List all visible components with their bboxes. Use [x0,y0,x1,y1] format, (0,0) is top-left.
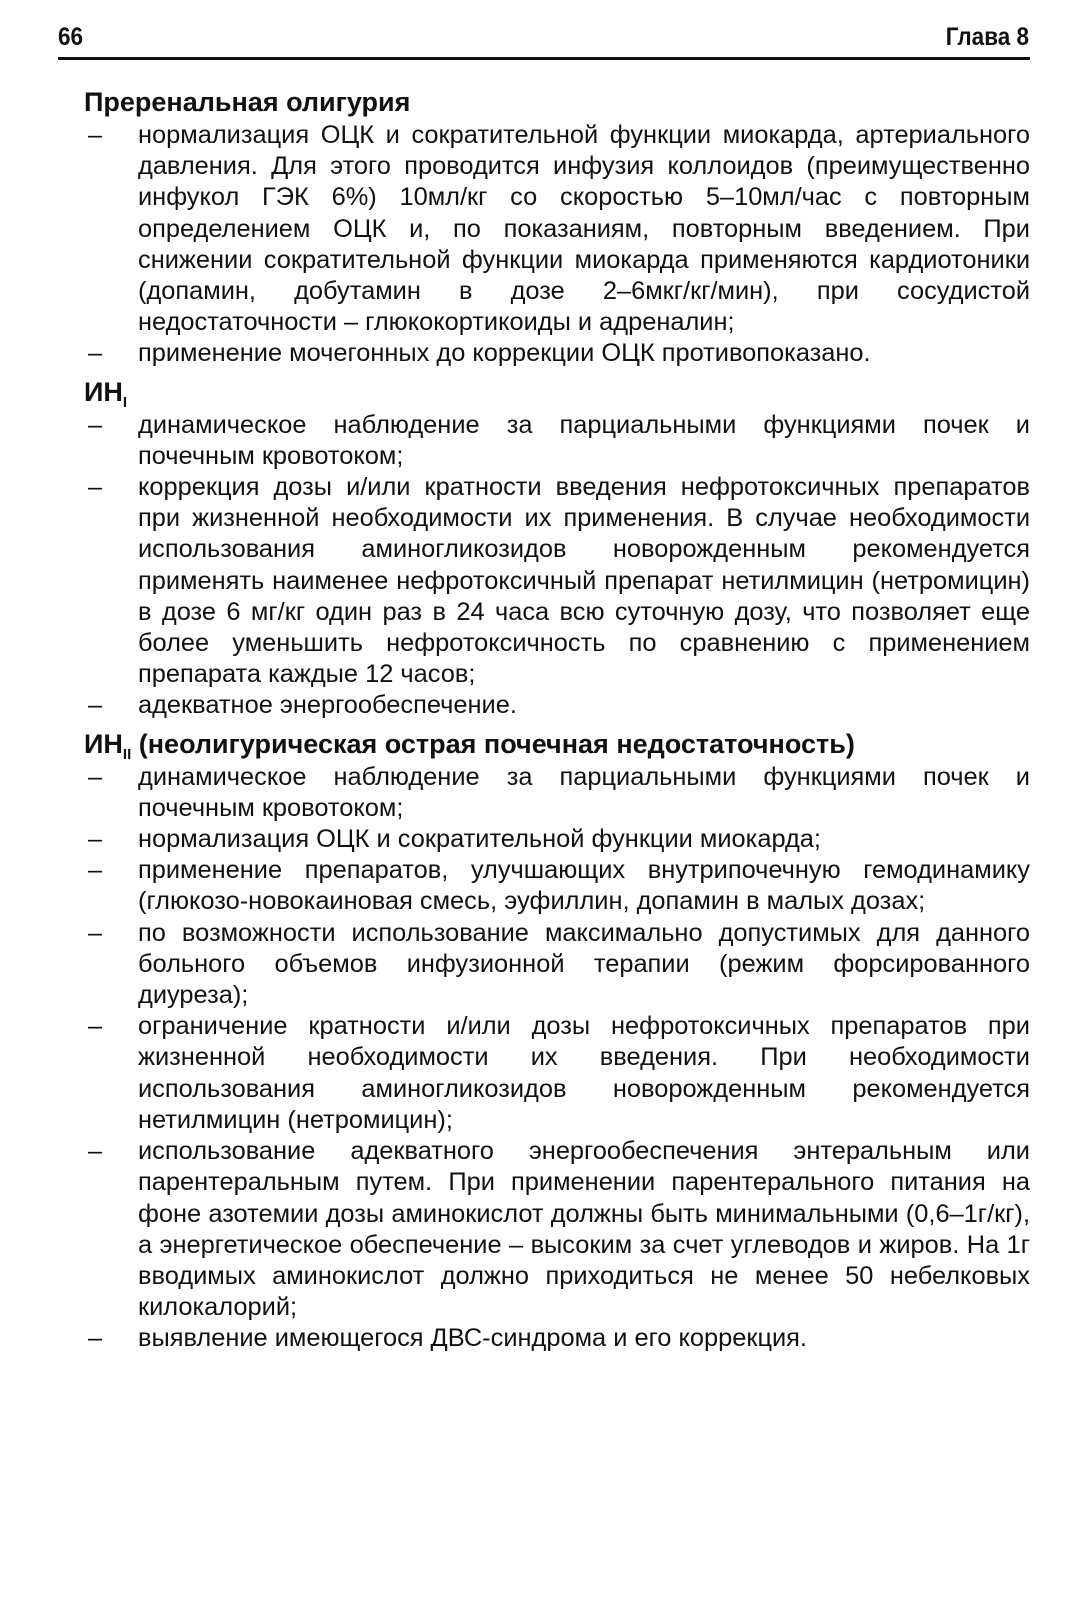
dash-bullet: – [88,762,103,791]
section-title: Преренальная олигурия [84,87,411,117]
list-item [58,762,1030,824]
list-item-text: ограничение кратности и/или дозы нефротоксичных препаратов при жизненной необходимости их введения. При необходимости использования аминогликозидов новорожденным рекомендуется нетилмицин (нетромицин); [138,1012,1030,1134]
section-title-tail: (неолигурическая острая почечная недостаточность) [131,728,855,759]
dash-bullet: – [88,473,103,502]
running-head [58,22,1040,52]
list-item [58,410,1030,472]
list-item-text: по возможности использование максимально допустимых для данного больного объемов инфузионной терапии (режим форсированного диуреза); [138,918,1030,1010]
list-item-text: динамическое наблюдение за парциальными функциями почек и почечным кровотоком; [138,410,1030,470]
dash-bullet: – [88,339,103,368]
list-item [58,824,1030,855]
list-item [58,690,1030,721]
list-item-text: адекватное энергообеспечение. [138,691,517,720]
page-number: 66 [58,23,84,51]
dash-bullet: – [88,1137,103,1166]
list-item [58,338,1030,369]
list-item-text: нормализация ОЦК и сократительной функции миокарда; [138,825,821,854]
section-title: ИН [84,376,123,407]
section-title-subscript: II [122,745,132,763]
list-item-text: коррекция дозы и/или кратности введения нефротоксичных препаратов при жизненной необходимости их применения. В случае необходимости использования аминогликозидов новорожденным рекомендуется применять наименее нефротоксичный препарат нетилмицин (нетромицин) в дозе 6 мг/кг один раз в 24 часа всю суточную дозу, что позволяет еще более уменьшить нефротоксичность по сравнению с применением препарата каждые 12 часов; [138,473,1030,689]
list-item-text: выявление имеющегося ДВС-синдрома и его коррекция. [138,1324,807,1353]
section [58,86,1030,370]
header-rule [58,57,1030,60]
dash-bullet: – [88,856,103,885]
dash-bullet: – [88,1324,103,1353]
content-body [58,86,1030,1355]
list-item [58,1323,1030,1354]
bullet-list [58,120,1030,370]
list-item [58,472,1030,690]
list-item-text: применение мочегонных до коррекции ОЦК противопоказано. [138,339,871,368]
list-item [58,1136,1030,1323]
list-item-text: динамическое наблюдение за парциальными функциями почек и почечным кровотоком; [138,762,1030,822]
list-item [58,1011,1030,1136]
list-item-text: использование адекватного энергообеспечения энтеральным или парентеральным путем. При применении парентерального питания на фоне азотемии дозы аминокислот должны быть минимальными (0,6–1г/кг), а энергетическое обеспечение – высоким за счет углеводов и жиров. На 1г вводимых аминокислот должно приходиться не менее 50 небелковых килокалорий; [138,1137,1030,1322]
section [58,376,1030,722]
chapter-title: Глава 8 [945,23,1030,51]
section-heading [84,376,1030,411]
section [58,728,1030,1355]
section-title: ИН [84,728,123,759]
book-page [58,22,1030,1361]
list-item [58,120,1030,338]
dash-bullet: – [88,918,103,947]
bullet-list [58,762,1030,1355]
dash-bullet: – [88,1012,103,1041]
dash-bullet: – [88,121,103,149]
dash-bullet: – [88,410,103,439]
list-item [58,855,1030,917]
list-item [58,918,1030,1012]
list-item-text: применение препаратов, улучшающих внутрипочечную гемодинамику (глюкозо-новокаиновая смесь, эуфиллин, допамин в малых дозах; [138,856,1030,916]
dash-bullet: – [88,691,103,720]
list-item-text: нормализация ОЦК и сократительной функции миокарда, артериального давления. Для этого проводится инфузия коллоидов (преимущественно инфукол ГЭК 6%) 10мл/кг со скоростью 5–10мл/час с повторным определением ОЦК и, по показаниям, повторным введением. При снижении сократительной функции миокарда применяются кардиотоники (допамин, добутамин в дозе 2–6мкг/кг/мин), при сосудистой недостаточности – глюкокортикоиды и адреналин; [138,121,1030,337]
section-heading [84,728,1030,763]
section-title-subscript: I [122,393,128,411]
bullet-list [58,410,1030,722]
section-heading [84,86,1030,118]
dash-bullet: – [88,825,103,854]
